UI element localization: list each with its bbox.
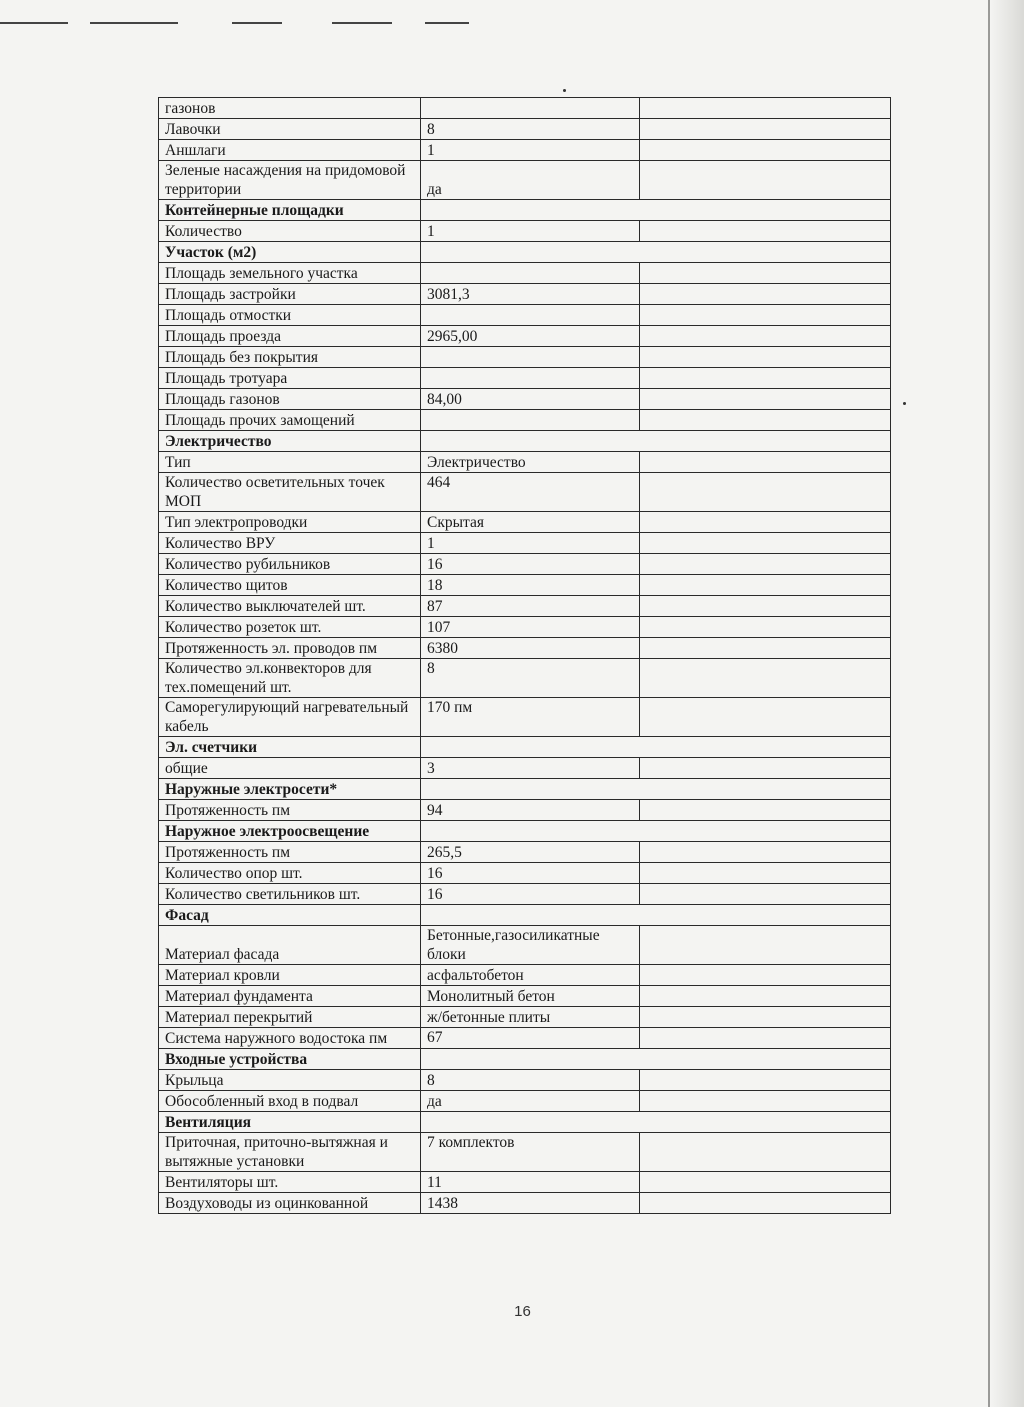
table-row xyxy=(159,1007,891,1028)
parameter-label: Площадь тротуара xyxy=(159,368,421,389)
parameter-value: 8 xyxy=(421,1070,640,1091)
parameter-label: Протяженность пм xyxy=(159,842,421,863)
table-row xyxy=(159,347,891,368)
parameter-value: 1 xyxy=(421,221,640,242)
empty-cell xyxy=(640,1070,891,1091)
table-row xyxy=(159,263,891,284)
section-title: Контейнерные площадки xyxy=(159,200,421,221)
table-row xyxy=(159,638,891,659)
parameter-value: да xyxy=(421,1091,640,1112)
parameter-label: Количество рубильников xyxy=(159,554,421,575)
table-row xyxy=(159,119,891,140)
table-row xyxy=(159,368,891,389)
parameter-value: 8 xyxy=(421,119,640,140)
table-row xyxy=(159,512,891,533)
parameter-value: Бетонные,газосиликатные блоки xyxy=(421,926,640,965)
parameter-value: 18 xyxy=(421,575,640,596)
table-row xyxy=(159,326,891,347)
table-row xyxy=(159,1070,891,1091)
parameter-label: Приточная, приточно-вытяжная и вытяжные установки xyxy=(159,1133,421,1172)
table-row xyxy=(159,659,891,698)
table-row xyxy=(159,575,891,596)
parameter-label: Площадь газонов xyxy=(159,389,421,410)
empty-cell xyxy=(421,242,891,263)
empty-cell xyxy=(640,638,891,659)
parameter-value xyxy=(421,98,640,119)
parameter-label: Количество светильников шт. xyxy=(159,884,421,905)
table-row xyxy=(159,554,891,575)
parameter-value: 1 xyxy=(421,533,640,554)
table-row xyxy=(159,389,891,410)
section-title: Электричество xyxy=(159,431,421,452)
parameter-value: 87 xyxy=(421,596,640,617)
empty-cell xyxy=(640,926,891,965)
parameter-value: 6380 xyxy=(421,638,640,659)
scan-speck xyxy=(563,89,566,92)
empty-cell xyxy=(640,263,891,284)
empty-cell xyxy=(640,368,891,389)
table-row xyxy=(159,221,891,242)
table-row xyxy=(159,1172,891,1193)
section-title: Входные устройства xyxy=(159,1049,421,1070)
parameter-label: Протяженность эл. проводов пм xyxy=(159,638,421,659)
empty-cell xyxy=(640,863,891,884)
parameter-label: Воздуховоды из оцинкованной xyxy=(159,1193,421,1214)
table-row xyxy=(159,284,891,305)
section-title: Эл. счетчики xyxy=(159,737,421,758)
empty-cell xyxy=(421,1112,891,1133)
empty-cell xyxy=(421,431,891,452)
parameter-value: 107 xyxy=(421,617,640,638)
empty-cell xyxy=(421,779,891,800)
table-row xyxy=(159,533,891,554)
parameter-value: 2965,00 xyxy=(421,326,640,347)
table-row xyxy=(159,596,891,617)
section-header-row xyxy=(159,200,891,221)
empty-cell xyxy=(640,596,891,617)
table-row xyxy=(159,473,891,512)
empty-cell xyxy=(640,659,891,698)
empty-cell xyxy=(640,305,891,326)
table-row xyxy=(159,800,891,821)
parameter-value xyxy=(421,368,640,389)
table-row xyxy=(159,410,891,431)
parameter-label: Площадь проезда xyxy=(159,326,421,347)
empty-cell xyxy=(421,821,891,842)
empty-cell xyxy=(421,737,891,758)
empty-cell xyxy=(640,1091,891,1112)
parameter-label: Материал перекрытий xyxy=(159,1007,421,1028)
empty-cell xyxy=(421,905,891,926)
parameter-label: Саморегулирующий нагревательный кабель xyxy=(159,698,421,737)
empty-cell xyxy=(421,1049,891,1070)
parameter-value: Скрытая xyxy=(421,512,640,533)
parameter-label: Протяженность пм xyxy=(159,800,421,821)
section-header-row xyxy=(159,431,891,452)
table-row xyxy=(159,305,891,326)
empty-cell xyxy=(640,221,891,242)
section-header-row xyxy=(159,1112,891,1133)
table-row xyxy=(159,926,891,965)
parameter-value: 16 xyxy=(421,863,640,884)
parameter-label: газонов xyxy=(159,98,421,119)
parameter-value: 67 xyxy=(421,1028,640,1049)
empty-cell xyxy=(640,617,891,638)
parameter-label: Вентиляторы шт. xyxy=(159,1172,421,1193)
table-row xyxy=(159,698,891,737)
empty-cell xyxy=(640,1133,891,1172)
page-number: 16 xyxy=(514,1303,531,1320)
table-row xyxy=(159,758,891,779)
parameter-label: Материал фасада xyxy=(159,926,421,965)
table-row xyxy=(159,1028,891,1049)
parameter-value: 3 xyxy=(421,758,640,779)
parameter-value: Монолитный бетон xyxy=(421,986,640,1007)
table-row xyxy=(159,161,891,200)
empty-cell xyxy=(640,410,891,431)
empty-cell xyxy=(640,1172,891,1193)
empty-cell xyxy=(640,800,891,821)
section-header-row xyxy=(159,1049,891,1070)
empty-cell xyxy=(640,512,891,533)
parameter-label: Площадь застройки xyxy=(159,284,421,305)
empty-cell xyxy=(640,698,891,737)
table-row xyxy=(159,863,891,884)
section-title: Вентиляция xyxy=(159,1112,421,1133)
parameter-label: Система наружного водостока пм xyxy=(159,1028,421,1049)
parameter-label: Площадь земельного участка xyxy=(159,263,421,284)
empty-cell xyxy=(421,200,891,221)
parameter-label: Площадь прочих замощений xyxy=(159,410,421,431)
parameter-label: Количество осветительных точек МОП xyxy=(159,473,421,512)
table-row xyxy=(159,884,891,905)
parameter-label: Площадь отмостки xyxy=(159,305,421,326)
parameter-value: 11 xyxy=(421,1172,640,1193)
section-header-row xyxy=(159,242,891,263)
parameter-label: Крыльца xyxy=(159,1070,421,1091)
parameter-value: Электричество xyxy=(421,452,640,473)
table-row xyxy=(159,1193,891,1214)
empty-cell xyxy=(640,119,891,140)
empty-cell xyxy=(640,965,891,986)
parameter-value: 170 пм xyxy=(421,698,640,737)
section-title: Наружное электроосвещение xyxy=(159,821,421,842)
parameter-label: Аншлаги xyxy=(159,140,421,161)
parameter-label: Площадь без покрытия xyxy=(159,347,421,368)
empty-cell xyxy=(640,389,891,410)
empty-cell xyxy=(640,1007,891,1028)
parameter-value: 1438 xyxy=(421,1193,640,1214)
table-row xyxy=(159,1133,891,1172)
parameter-label: Количество выключателей шт. xyxy=(159,596,421,617)
parameter-label: Материал кровли xyxy=(159,965,421,986)
empty-cell xyxy=(640,554,891,575)
table-row xyxy=(159,965,891,986)
parameter-value: 464 xyxy=(421,473,640,512)
empty-cell xyxy=(640,758,891,779)
parameter-label: Обособленный вход в подвал xyxy=(159,1091,421,1112)
parameter-label: Тип xyxy=(159,452,421,473)
parameter-value: 94 xyxy=(421,800,640,821)
spec-table-body xyxy=(159,98,891,1214)
parameter-value: 8 xyxy=(421,659,640,698)
parameter-value xyxy=(421,263,640,284)
empty-cell xyxy=(640,986,891,1007)
parameter-value: асфальтобетон xyxy=(421,965,640,986)
building-specs-table xyxy=(158,97,891,1214)
section-title: Участок (м2) xyxy=(159,242,421,263)
section-title: Наружные электросети* xyxy=(159,779,421,800)
empty-cell xyxy=(640,1193,891,1214)
parameter-value: 16 xyxy=(421,884,640,905)
empty-cell xyxy=(640,161,891,200)
parameter-value: 1 xyxy=(421,140,640,161)
table-row xyxy=(159,842,891,863)
table-row xyxy=(159,98,891,119)
table-row xyxy=(159,617,891,638)
parameter-label: Количество ВРУ xyxy=(159,533,421,554)
empty-cell xyxy=(640,284,891,305)
parameter-value: 3081,3 xyxy=(421,284,640,305)
empty-cell xyxy=(640,1028,891,1049)
empty-cell xyxy=(640,884,891,905)
parameter-value: да xyxy=(421,161,640,200)
parameter-label: Количество эл.конвекторов для тех.помещений шт. xyxy=(159,659,421,698)
parameter-label: Зеленые насаждения на придомовой территории xyxy=(159,161,421,200)
parameter-value xyxy=(421,410,640,431)
table-row xyxy=(159,986,891,1007)
section-header-row xyxy=(159,821,891,842)
table-row xyxy=(159,452,891,473)
section-header-row xyxy=(159,737,891,758)
parameter-label: Тип электропроводки xyxy=(159,512,421,533)
empty-cell xyxy=(640,98,891,119)
scan-speck xyxy=(903,402,906,405)
scan-top-marks xyxy=(0,22,500,28)
empty-cell xyxy=(640,452,891,473)
parameter-label: Материал фундамента xyxy=(159,986,421,1007)
parameter-label: Количество опор шт. xyxy=(159,863,421,884)
parameter-label: Лавочки xyxy=(159,119,421,140)
section-header-row xyxy=(159,905,891,926)
parameter-value: 7 комплектов xyxy=(421,1133,640,1172)
parameter-label: общие xyxy=(159,758,421,779)
table-row xyxy=(159,140,891,161)
section-title: Фасад xyxy=(159,905,421,926)
parameter-value: 16 xyxy=(421,554,640,575)
scan-page-edge xyxy=(988,0,1024,1407)
empty-cell xyxy=(640,326,891,347)
empty-cell xyxy=(640,842,891,863)
section-header-row xyxy=(159,779,891,800)
parameter-value xyxy=(421,347,640,368)
empty-cell xyxy=(640,473,891,512)
table-row xyxy=(159,1091,891,1112)
parameter-label: Количество щитов xyxy=(159,575,421,596)
parameter-value: 265,5 xyxy=(421,842,640,863)
parameter-value: ж/бетонные плиты xyxy=(421,1007,640,1028)
parameter-value xyxy=(421,305,640,326)
empty-cell xyxy=(640,575,891,596)
parameter-label: Количество xyxy=(159,221,421,242)
empty-cell xyxy=(640,533,891,554)
empty-cell xyxy=(640,347,891,368)
parameter-label: Количество розеток шт. xyxy=(159,617,421,638)
empty-cell xyxy=(640,140,891,161)
parameter-value: 84,00 xyxy=(421,389,640,410)
